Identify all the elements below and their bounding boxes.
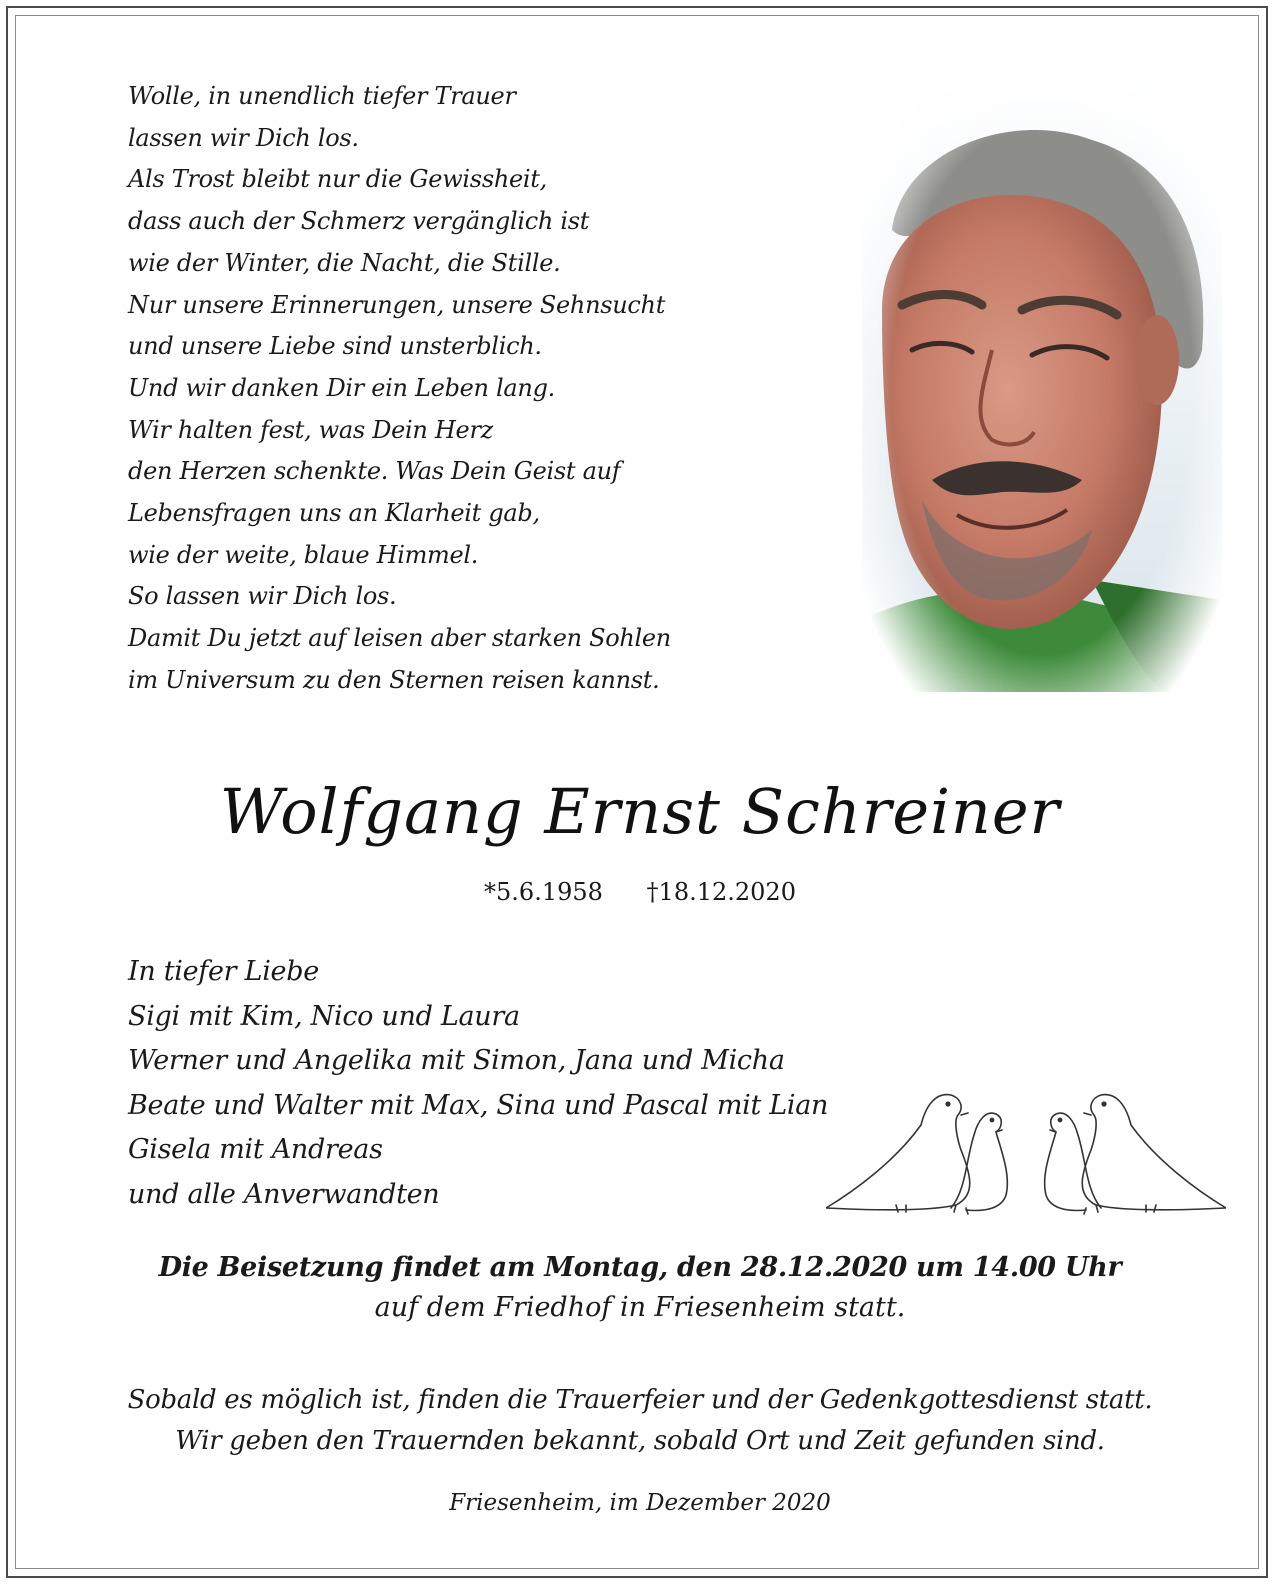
poem-line: den Herzen schenkte. Was Dein Geist auf: [128, 457, 621, 486]
burial-info: [0, 1248, 1280, 1328]
life-dates: [0, 878, 1280, 906]
mourner-line: und alle Anverwandten: [128, 1178, 440, 1210]
birth-date: *5.6.1958: [484, 878, 603, 906]
poem-line: Nur unsere Erinnerungen, unsere Sehnsucht: [128, 290, 666, 319]
dove-right-pair-icon: [1045, 1095, 1226, 1214]
mourner-line: Sigi mit Kim, Nico und Laura: [128, 1000, 520, 1032]
portrait-photo: [862, 60, 1222, 692]
deceased-name: Wolfgang Ernst Schreiner: [219, 775, 1061, 848]
death-date: †18.12.2020: [646, 878, 796, 906]
poem-line: im Universum zu den Sternen reisen kannst.: [128, 665, 660, 694]
memorial-notice: [0, 1380, 1280, 1462]
poem-line: Lebensfragen uns an Klarheit gab,: [128, 499, 540, 528]
burial-date-line: Die Beisetzung findet am Montag, den 28.12.2020 um 14.00 Uhr: [158, 1252, 1122, 1283]
poem-line: So lassen wir Dich los.: [128, 582, 397, 611]
mourner-line: Werner und Angelika mit Simon, Jana und Micha: [128, 1045, 785, 1076]
place-date: Friesenheim, im Dezember 2020: [449, 1490, 831, 1516]
mourner-line: Gisela mit Andreas: [128, 1134, 383, 1165]
mourners-list: [128, 950, 888, 1217]
mourner-line: Beate und Walter mit Max, Sina und Pascal mit Lian: [128, 1089, 829, 1121]
doves-illustration: [826, 1080, 1226, 1215]
poem-line: Wolle, in unendlich tiefer Trauer: [128, 82, 516, 110]
dove-left-pair-icon: [826, 1095, 1007, 1214]
notice-line: Wir geben den Trauernden bekannt, sobald Ort und Zeit gefunden sind.: [175, 1426, 1105, 1456]
burial-place-line: auf dem Friedhof in Friesenheim statt.: [374, 1292, 906, 1323]
poem-line: Und wir danken Dir ein Leben lang.: [128, 373, 555, 402]
poem-line: und unsere Liebe sind unsterblich.: [128, 332, 542, 361]
poem-line: lassen wir Dich los.: [128, 123, 359, 152]
mourner-line: In tiefer Liebe: [128, 956, 319, 987]
poem-line: wie der weite, blaue Himmel.: [128, 540, 479, 569]
poem-line: dass auch der Schmerz vergänglich ist: [128, 207, 590, 236]
poem-line: Damit Du jetzt auf leisen aber starken Sohlen: [128, 624, 671, 653]
poem-line: Wir halten fest, was Dein Herz: [128, 415, 493, 444]
poem-line: Als Trost bleibt nur die Gewissheit,: [128, 165, 547, 194]
poem: [128, 76, 828, 702]
poem-line: wie der Winter, die Nacht, die Stille.: [128, 248, 561, 277]
notice-line: Sobald es möglich ist, finden die Trauerfeier und der Gedenkgottesdienst statt.: [127, 1385, 1153, 1415]
